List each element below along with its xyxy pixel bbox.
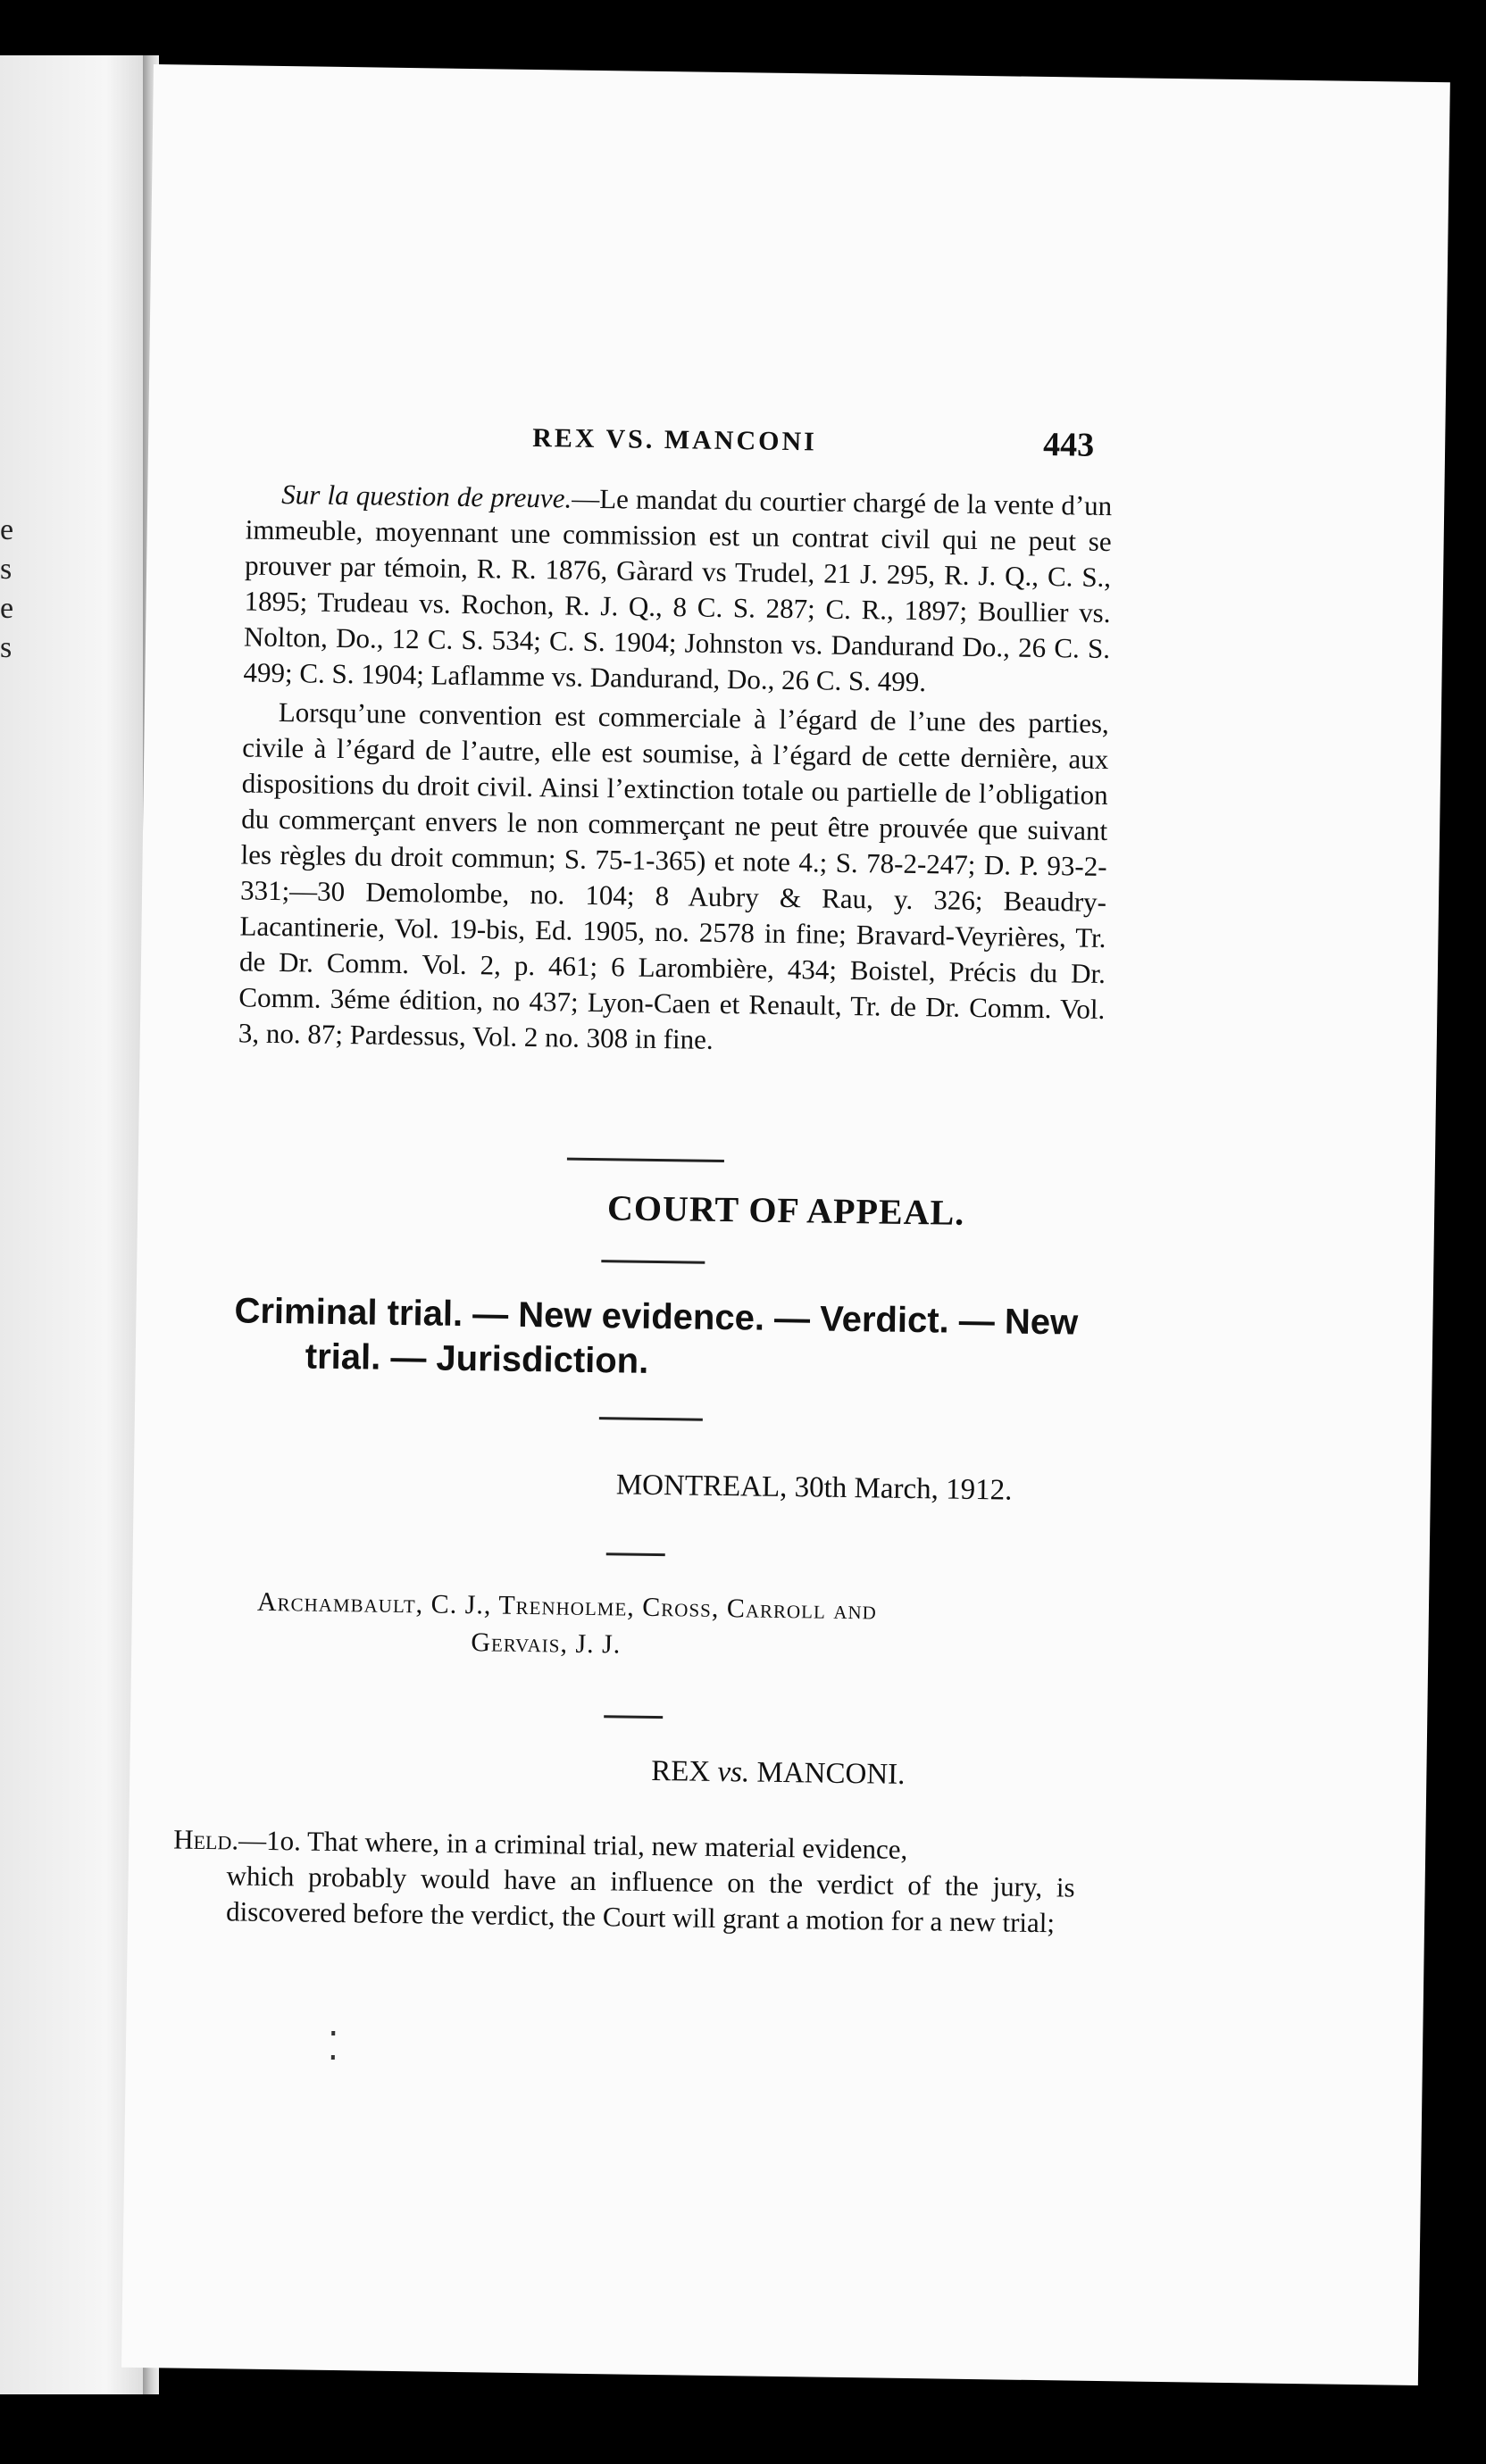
book-page [121,64,1450,2385]
held-continuation: which probably would have an influence on the verdict of the jury, is discovered before the verdict, the Court will grant a motion for a new trial; [225,1860,1075,1939]
page-specks [331,2031,338,2067]
note-text: —Le mandat du courtier chargé de la vente d’un immeuble, moyennant une commission est un contrat civil qui ne peut se prouver par témoin, R. R. 1876, Gàrard vs Trudel, 21 J. 295, R. J. Q., C. S., 1895; Trudeau vs. Rochon, R. J. Q., 8 C. S. 287; C. R., 1897; Boullier vs. Nolton, Do., 12 C. S. 534; C. S. 1904; Johnston vs. Dandurand Do., 26 C. S. 499; C. S. 1904; Laflamme vs. Dandurand, Do., 26 C. S. 499. [243,482,1113,698]
speck-mark [331,2055,335,2060]
court-heading: COURT OF APPEAL. [606,1187,965,1233]
note-paragraph-1 [243,476,1112,703]
edge-letter: e [0,513,14,546]
place-and-date: MONTREAL, 30th March, 1912. [615,1469,1013,1507]
edge-letter: e [0,592,14,625]
section-divider [604,1715,663,1719]
judges-line-1: Archambault, C. J., Trenholme, Cross, Carroll and [256,1586,878,1626]
page-header [148,412,1446,484]
case-defendant: MANCONI. [756,1756,906,1791]
note-lead: Sur la question de preuve. [281,479,572,514]
annotation-notes [238,476,1113,1062]
held-label: Held. [173,1823,239,1856]
section-divider [601,1260,705,1264]
held-summary [172,1822,1076,1942]
section-divider [606,1552,665,1556]
page-number: 443 [1042,425,1095,464]
section-divider [567,1158,724,1162]
judges-line-2: Gervais, J. J. [471,1627,622,1660]
speck-mark [331,2031,335,2035]
edge-letter: s [0,631,13,664]
case-plaintiff: REX [651,1754,711,1788]
case-versus: vs. [717,1756,750,1789]
running-head: REX VS. MANCONI [531,422,818,457]
case-title [129,1748,1426,1799]
section-divider [599,1417,703,1421]
judges-list [238,1584,1097,1670]
subject-headnote [233,1288,1118,1390]
note-paragraph-2: Lorsqu’une convention est commerciale à l’égard de l’une des parties, civile à l’égard de l’autre, elle est soumise, à l’égard de cette dernière, aux dispositions du droit civil. Ainsi l’extinction totale ou partielle de l’obligation du commerçant envers le non commerçant ne peut être prouvée que suivant les règles du droit commun; S. 75-1-365) et note 4.; S. 78-2-247; D. P. 93-2-331;—30 Demolombe, no. 104; 8 Aubry & Rau, y. 326; Beaudry-Lacantinerie, Vol. 19-bis, Ed. 1905, no. 2578 in fine; Bravard-Veyrières, Tr. de Dr. Comm. Vol. 2, p. 461; 6 Larombière, 434; Boistel, Précis du Dr. Comm. 3éme édition, no 437; Lyon-Caen et Renault, Tr. de Dr. Comm. Vol. 3, no. 87; Pardessus, Vol. 2 no. 308 in fine. [238,696,1110,1055]
held-first-line: —1o. That where, in a criminal trial, new material evidence, [238,1824,908,1865]
left-page-edge-text [0,511,13,668]
edge-letter: s [0,553,13,586]
subject-line-2: trial. — Jurisdiction. [305,1336,649,1381]
subject-line-1: Criminal trial. — New evidence. — Verdict. — New [234,1291,1079,1343]
